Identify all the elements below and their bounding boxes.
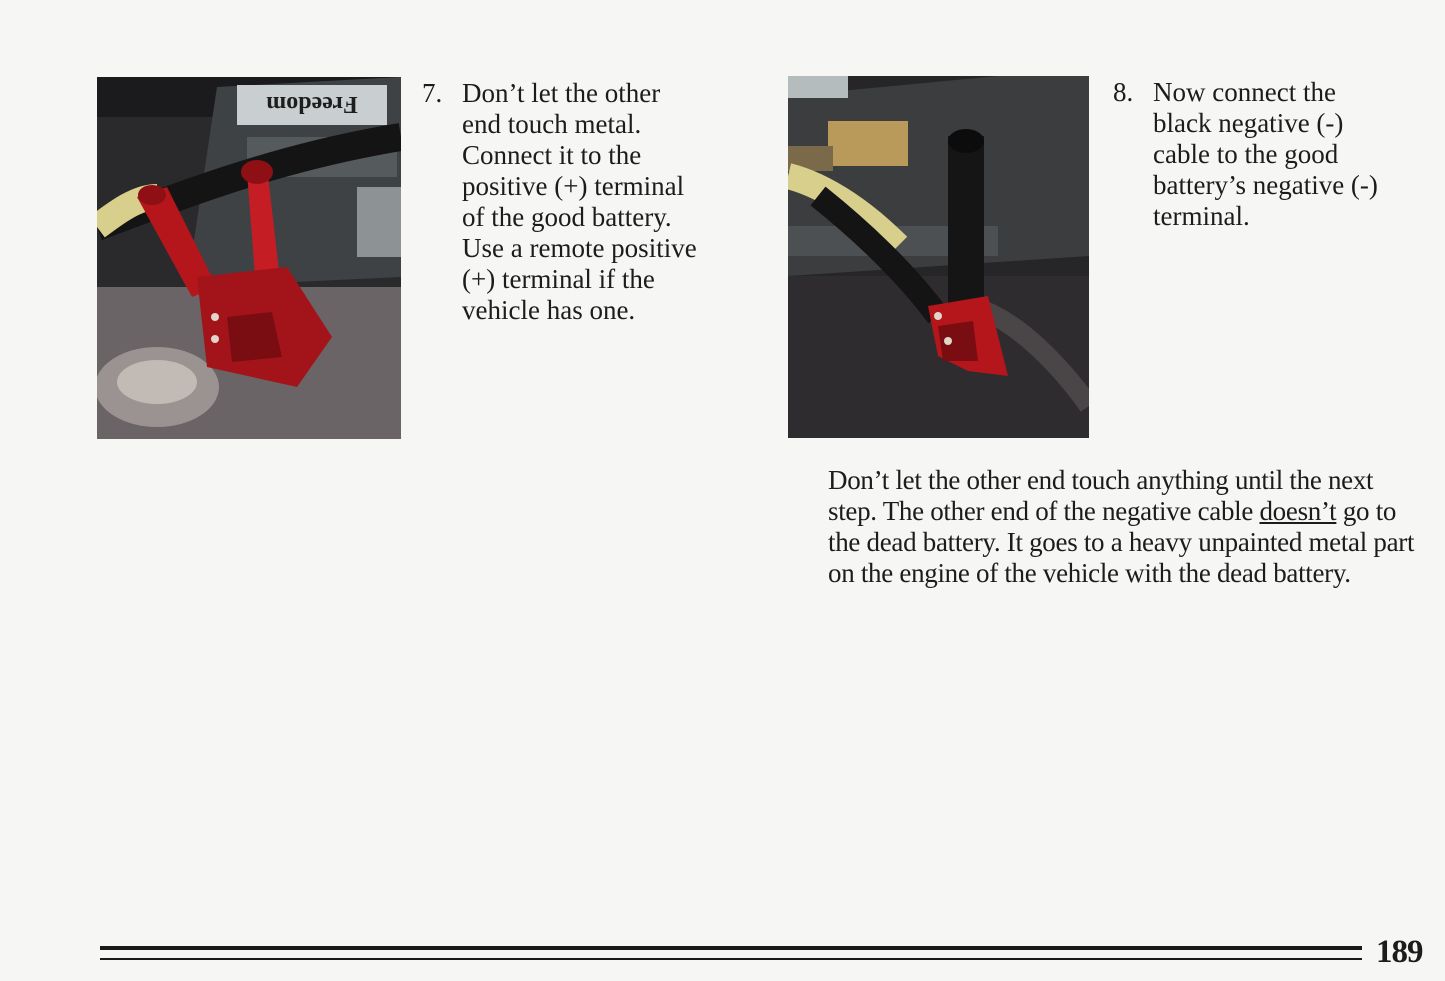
note-text-after: go to the dead battery. It goes to a heavy unpainted metal part on the engine of the vehicle with the dead battery. bbox=[828, 496, 1415, 588]
step-7-number: 7. bbox=[422, 78, 443, 108]
note-underlined-word: doesn’t bbox=[1259, 496, 1337, 526]
battery-brand-label: Freedom bbox=[266, 91, 358, 117]
caution-paragraph bbox=[828, 465, 1428, 589]
footer-rule-thick bbox=[100, 946, 1362, 950]
step-8-number: 8. bbox=[1113, 77, 1134, 107]
page-number: 189 bbox=[1376, 934, 1423, 970]
footer-rule-thin bbox=[100, 958, 1362, 960]
step-8-text: Now connect the black negative (-) cable to the good battery’s negative (-) terminal. bbox=[1153, 77, 1378, 231]
photo-black-clamp-negative-terminal bbox=[788, 76, 1089, 438]
note-text-before: Don’t let the other end touch anything until the next step. The other end of the negative cable bbox=[828, 465, 1374, 526]
step-7-text: Don’t let the other end touch metal. Connect it to the positive (+) terminal of the good battery. Use a remote positive (+) terminal if the vehicle has one. bbox=[462, 78, 697, 325]
photo-red-clamp-positive-terminal bbox=[97, 77, 401, 439]
